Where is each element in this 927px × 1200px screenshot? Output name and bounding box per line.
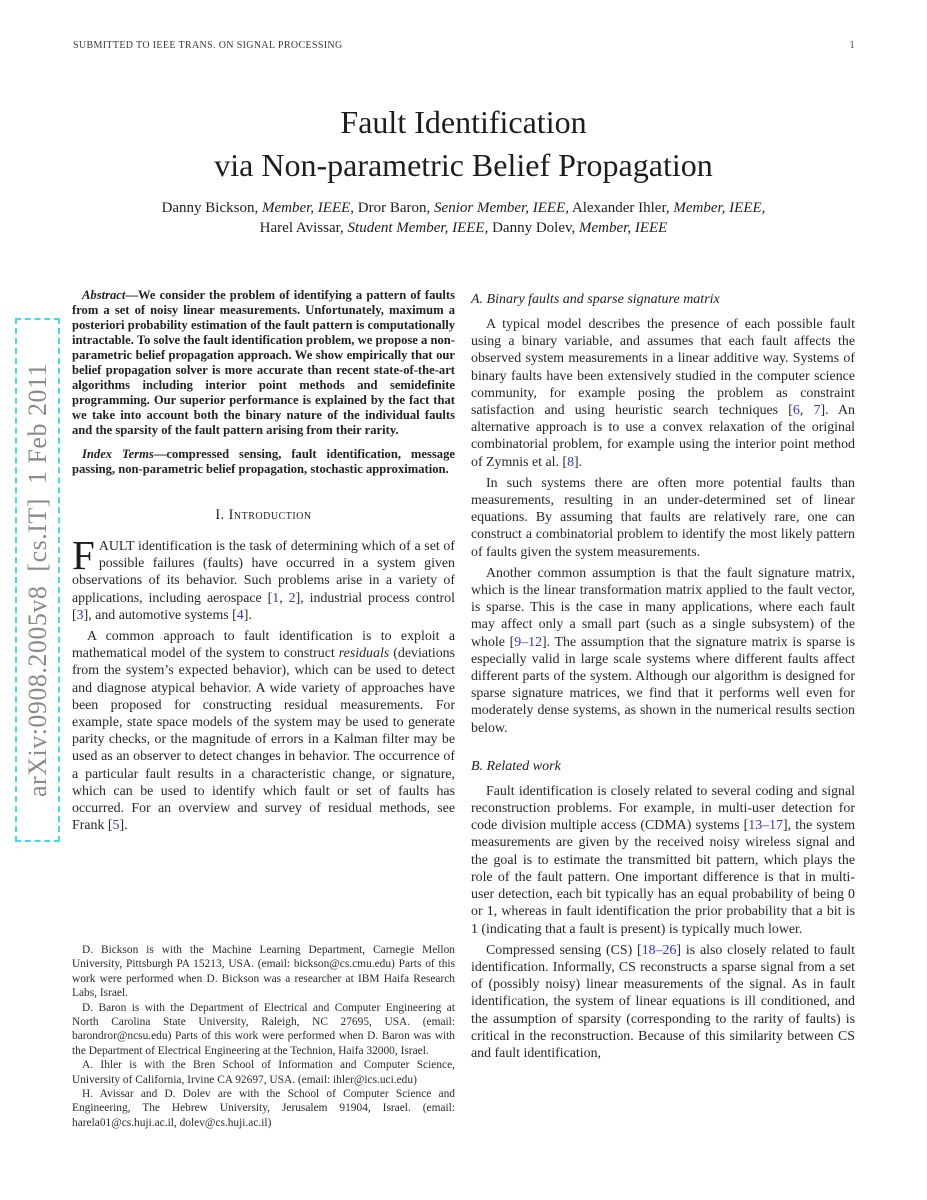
citation-link[interactable]: 1	[272, 590, 280, 606]
text-segment: Danny Bickson,	[161, 200, 262, 216]
text-segment: —We consider the problem of identifying a pattern of faults from a set of noisy linear measurements. Unfortunately, maximum a posteriori probability estimation of the fault pattern is computationally intractable. To solve the fault identification problem, we propose a non-parametric belief propagation approach. We show empirically that our belief propagation solver is more accurate than recent state-of-the-art algorithms including interior point methods and semidefinite programming. Our superior performance is explained by the fact that we take into account both the binary nature of the individual faults and the sparsity of the fault pattern arising from their rarity.	[72, 288, 455, 437]
text-segment: ].	[243, 607, 252, 623]
text-segment: ,	[279, 590, 289, 606]
citation-link[interactable]: 9–12	[514, 634, 543, 650]
section-a-paragraph-2: In such systems there are often more potential faults than measurements, resulting in an under-determined set of linear equations. By assuming that faults are relatively rare, one can construct a combinatorial problem to identify the most likely pattern of faults given the system measurements.	[471, 475, 855, 560]
intro-paragraph-1-text	[72, 532, 455, 623]
text-segment: AULT identification is the task of determining which of a set of possible failures (faults) have occurred in a system given observations of its behavior. Such problems arise in a variety of applications, including aerospace [	[72, 539, 455, 606]
citation-link[interactable]: 2	[288, 590, 296, 606]
text-segment: Index Terms	[82, 447, 154, 461]
text-segment: Harel Avissar,	[259, 220, 348, 236]
subsection-heading-b: B. Related work	[471, 758, 561, 774]
section-b-paragraph-1	[471, 783, 855, 938]
right-column	[471, 288, 855, 1160]
section-a-paragraph-1	[471, 316, 855, 471]
two-column-body	[72, 288, 855, 1160]
footnote-bickson: D. Bickson is with the Machine Learning Department, Carnegie Mellon University, Pittsburgh PA 15213, USA. (email: bickson@cs.cmu.edu) Parts of this work were performed when D. Bickson was a researcher at IBM Haifa Research Labs, Israel.	[72, 944, 455, 1000]
text-segment: Student Member, IEEE,	[347, 220, 489, 236]
text-segment: Compressed sensing (CS) [	[486, 942, 642, 958]
section-heading-introduction: I. Introduction	[215, 507, 312, 523]
author-line-2	[0, 218, 927, 238]
drop-cap: F	[72, 532, 95, 578]
section-b-paragraph-2	[471, 942, 855, 1062]
section-a-paragraph-3	[471, 565, 855, 737]
text-segment: Alexander Ihler,	[569, 200, 674, 216]
text-segment: ], industrial process control [	[72, 590, 455, 623]
page-number: 1	[849, 40, 855, 51]
arxiv-label: arXiv:0908.2005v8 [cs.IT] 1 Feb 2011	[22, 363, 52, 797]
paper-title-line1: Fault Identification	[340, 104, 587, 140]
citation-link[interactable]: 4	[236, 607, 244, 623]
author-line-1	[0, 198, 927, 218]
citation-link[interactable]: 8	[567, 454, 575, 470]
text-segment: ]. The assumption that the signature matrix is sparse is especially valid in large scale systems where different faults affect different parts of the system. Although our algorithm is designed for sparse signature matrices, we find that it performs well even for moderately dense systems, as shown in the numerical results section below.	[471, 634, 855, 736]
footnote-baron: D. Baron is with the Department of Electrical and Computer Engineering at North Carolina State University, Raleigh, NC 27695, USA. (email: barondror@ncsu.edu) Parts of this work were performed when D. Baron was with the Department of Electrical Engineering at the Technion, Haifa 32000, Israel.	[72, 1001, 455, 1057]
citation-link[interactable]: 6	[792, 403, 800, 419]
text-segment: Dror Baron,	[354, 200, 435, 216]
index-terms-paragraph	[72, 447, 455, 477]
author-list	[0, 198, 927, 238]
citation-link[interactable]: 7	[813, 403, 821, 419]
citation-link[interactable]: 5	[112, 818, 120, 834]
text-segment: Member, IEEE	[579, 220, 668, 236]
abstract-paragraph	[72, 288, 455, 438]
text-segment: ].	[119, 818, 128, 834]
author-footnotes	[72, 943, 455, 1130]
text-segment: Fault identification is closely related to several coding and signal reconstruction problems. For example, in multi-user detection for code division multiple access (CDMA) systems [	[471, 783, 855, 834]
text-segment: ], the system measurements are given by the received noisy wireless signal and the goal is to estimate the transmitted bit pattern, which plays the role of the fault pattern. One important difference is that in multi-user detection, each bit typically has an equal probability of being 0 or 1, whereas in fault identification the prior probability that a bit is 1 (indicating that a fault is present) is typically much lower.	[471, 818, 855, 937]
text-segment: ]. An alternative approach is to use a convex relaxation of the original combinatorial problem, for example using the interior point method of Zymnis et al. [	[471, 403, 856, 470]
text-segment: ], and automotive systems [	[83, 607, 237, 623]
running-head-text: SUBMITTED TO IEEE TRANS. ON SIGNAL PROCESSING	[73, 40, 343, 51]
subsection-heading-a: A. Binary faults and sparse signature matrix	[471, 292, 720, 307]
text-segment: Another common assumption is that the fault signature matrix, which is the linear transformation matrix applied to the fault vector, is sparse. This is the case in many applications, where each fault may affect only a small part (such as a single subsystem) of the whole [	[471, 565, 855, 650]
text-segment: Danny Dolev,	[488, 220, 580, 236]
running-header	[73, 40, 855, 51]
paper-title-line2: via Non-parametric Belief Propagation	[214, 147, 713, 183]
text-segment: (deviations from the system’s expected behavior), which can be used to detect and diagnose atypical behavior. A wide variety of approaches have been proposed for constructing residual measurements. For example, state space models of the system may be used to generate parity checks, or the magnitude of errors in a Kalman filter may be used as an observer to detect changes in behavior. The occurrence of a particular fault results in a characteristic change, or signature, which can be used to identify which fault or set of faults has occurred. For an overview and survey of residual methods, see Frank [	[72, 646, 455, 834]
text-segment: residuals	[338, 646, 390, 662]
text-segment: A common approach to fault identification is to exploit a mathematical model of the system to construct	[72, 629, 455, 662]
text-segment: ,	[799, 403, 814, 419]
text-segment: Abstract	[82, 288, 126, 302]
text-segment: Member, IEEE,	[261, 200, 355, 216]
text-segment: Senior Member, IEEE,	[434, 200, 569, 216]
intro-paragraph-2	[72, 628, 455, 834]
citation-link[interactable]: 18–26	[641, 942, 677, 958]
left-column	[72, 288, 455, 1160]
citation-link[interactable]: 3	[76, 607, 84, 623]
text-segment: Member, IEEE,	[673, 200, 766, 216]
text-segment: ] is also closely related to fault identification. Informally, CS reconstructs a sparse signal from a set of (possibly noisy) linear measurements of the signal. As in fault identification, the system of linear equations is ill conditioned, and the assumption of sparsity (corresponding to the rarity of faults) is critical in the reconstruction. Because of this similarity between CS and fault identification,	[471, 942, 855, 1061]
arxiv-watermark	[15, 318, 60, 842]
paper-title	[0, 101, 927, 187]
footnote-avissar-dolev: H. Avissar and D. Dolev are with the School of Computer Science and Engineering, The Hebrew University, Jerusalem 91904, Israel. (email: harela01@cs.huji.ac.il, dolev@cs.huji.ac.il)	[72, 1088, 455, 1129]
text-segment: —compressed sensing, fault identification, message passing, non-parametric belief propagation, stochastic approximation.	[72, 447, 455, 476]
text-segment: A typical model describes the presence of each possible fault using a binary variable, and assumes that each fault affects the observed system measurements in a linear additive way. Systems of binary faults have been extensively studied in the computer science community, for example posing the problem as constraint satisfaction and using heuristic search techniques [	[471, 317, 855, 419]
intro-paragraph-1	[72, 532, 455, 624]
footnote-ihler: A. Ihler is with the Bren School of Information and Computer Science, University of California, Irvine CA 92697, USA. (email: ihler@ics.uci.edu)	[72, 1059, 455, 1086]
citation-link[interactable]: 13–17	[748, 818, 784, 834]
text-segment: ].	[574, 454, 583, 470]
